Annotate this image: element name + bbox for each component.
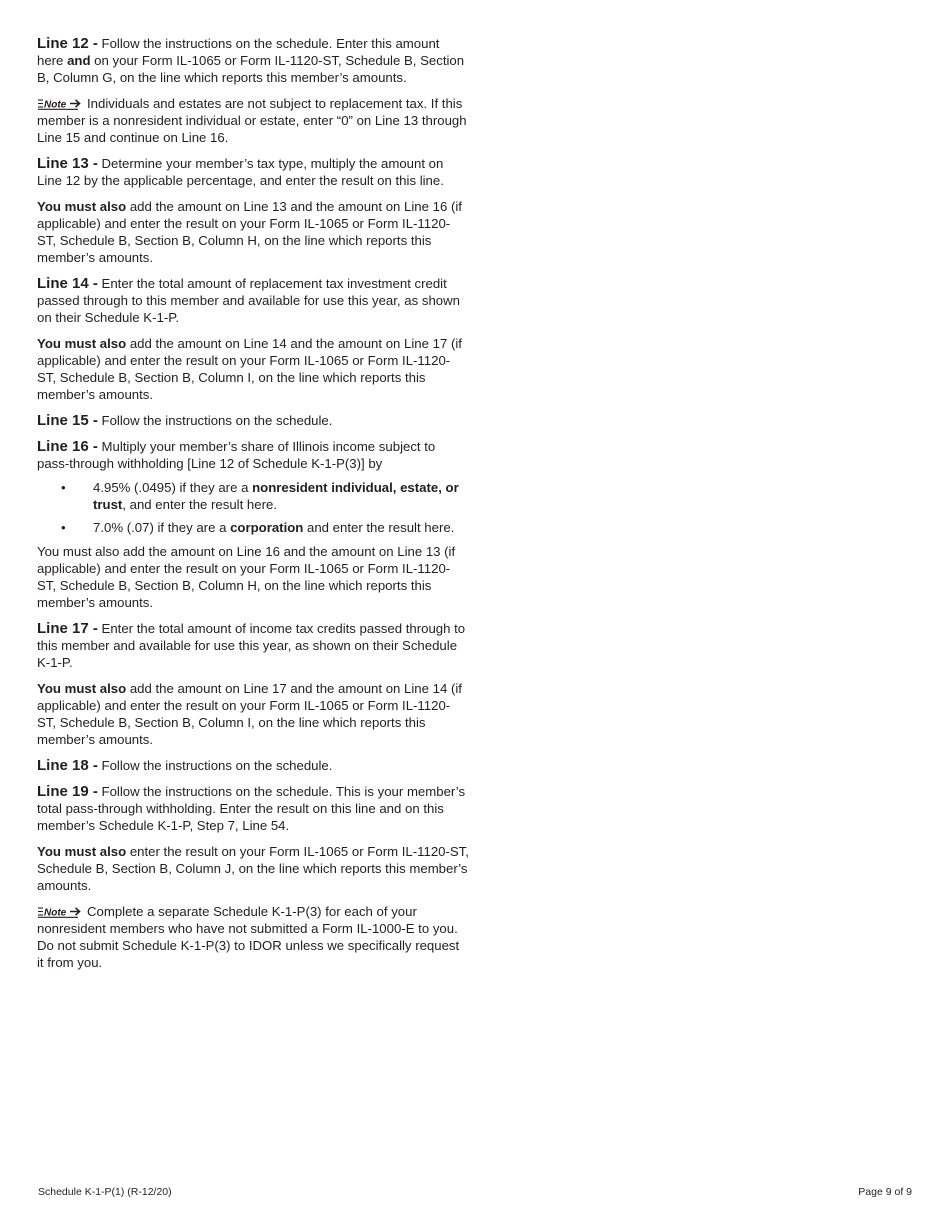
also-17-text: add the amount on Line 17 and the amount on Line 14 (if applicable) and enter the result on your Form IL-1065 or Form IL-1120-ST, Schedule B, Section B, Column I, on the line which reports this member’s amounts. [37,681,462,747]
also-14-label: You must also [37,336,127,351]
note-icon [37,97,83,110]
note-1-text: Individuals and estates are not subject to replacement tax. If this member is a nonresident individual or estate, enter “0” on Line 13 through Line 15 and continue on Line 16. [37,96,467,145]
footer-form-id: Schedule K-1-P(1) (R-12/20) [38,1186,172,1198]
page-number: Page 9 of 9 [858,1186,912,1198]
note-2-text: Complete a separate Schedule K-1-P(3) for each of your nonresident members who have not submitted a Form IL-1000-E to you. Do not submit Schedule K-1-P(3) to IDOR unless we specifically request it from you. [37,904,460,970]
line-17-label: Line 17 - [37,620,98,637]
line-14-label: Line 14 - [37,275,98,292]
bullet-icon: • [61,480,66,495]
line-19-label: Line 19 - [37,783,98,800]
line-13-label: Line 13 - [37,155,98,172]
also-17-label: You must also [37,681,127,696]
line-12-and: and [67,53,91,68]
also-17-paragraph [37,680,469,748]
line-18-text: Follow the instructions on the schedule. [97,758,333,773]
line-15-label: Line 15 - [37,412,98,429]
also-19-label: You must also [37,844,127,859]
rate-1-text-post: , and enter the result here. [122,497,277,512]
line-16-label: Line 16 - [37,438,98,455]
also-14-paragraph [37,335,469,403]
instructions-column [37,35,469,980]
list-item [37,479,469,513]
line-13-text: Determine your member’s tax type, multiply the amount on Line 12 by the applicable percentage, and enter the result on this line. [37,156,444,188]
line-16-rate-list [37,479,469,536]
rate-2-text-pre: 7.0% (.07) if they are a [93,520,231,535]
also-16-paragraph: You must also add the amount on Line 16 and the amount on Line 13 (if applicable) and enter the result on your Form IL-1065 or Form IL-1120-ST, Schedule B, Section B, Column H, on the line which reports this member’s amounts. [37,544,456,610]
line-15-paragraph [37,412,469,429]
line-12-label: Line 12 - [37,35,98,52]
rate-1-bold: nonresident individual, estate, or trust [93,480,459,512]
line-18-paragraph [37,757,469,774]
also-13-label: You must also [37,199,127,214]
also-13-paragraph [37,198,469,266]
line-19-paragraph [37,783,469,834]
also-19-paragraph [37,843,469,894]
rate-1-text-pre: 4.95% (.0495) if they are a [93,480,253,495]
line-12-text-1: Follow the instructions on the schedule. Enter this amount here [37,36,440,68]
line-12-paragraph [37,35,469,86]
note-icon-label: Note [44,99,67,110]
also-14-text: add the amount on Line 14 and the amount on Line 17 (if applicable) and enter the result on your Form IL-1065 or Form IL-1120-ST, Schedule B, Section B, Column I, on the line which reports this member’s amounts. [37,336,462,402]
note-icon [37,905,83,918]
note-1-paragraph [37,95,469,146]
line-13-paragraph [37,155,469,189]
line-19-text: Follow the instructions on the schedule. This is your member’s total pass-through withholding. Enter the result on this line and on this member’s Schedule K-1-P, Step 7, Line 54. [37,784,466,833]
list-item [37,519,469,536]
note-2-paragraph [37,903,469,971]
line-16-text: Multiply your member’s share of Illinois income subject to pass-through withholding [Line 12 of Schedule K-1-P(3)] by [37,439,436,471]
line-14-text: Enter the total amount of replacement tax investment credit passed through to this member and available for use this year, as shown on their Schedule K-1-P. [37,276,460,325]
also-19-text: enter the result on your Form IL-1065 or Form IL-1120-ST, Schedule B, Section B, Column J, on the line which reports this member’s amounts. [37,844,469,893]
line-17-paragraph [37,620,469,671]
also-13-text: add the amount on Line 13 and the amount on Line 16 (if applicable) and enter the result on your Form IL-1065 or Form IL-1120-ST, Schedule B, Section B, Column H, on the line which reports this member’s amounts. [37,199,462,265]
line-12-text-2: on your Form IL-1065 or Form IL-1120-ST, Schedule B, Section B, Column G, on the line which reports this member’s amounts. [37,53,465,85]
line-16-paragraph [37,438,469,472]
line-14-paragraph [37,275,469,326]
note-icon-label: Note [44,907,67,918]
rate-2-text-post: and enter the result here. [303,520,455,535]
rate-2-bold: corporation [230,520,304,535]
line-18-label: Line 18 - [37,757,98,774]
line-15-text: Follow the instructions on the schedule. [97,413,333,428]
line-17-text: Enter the total amount of income tax credits passed through to this member and available for use this year, as shown on their Schedule K-1-P. [37,621,466,670]
bullet-icon: • [61,520,66,535]
